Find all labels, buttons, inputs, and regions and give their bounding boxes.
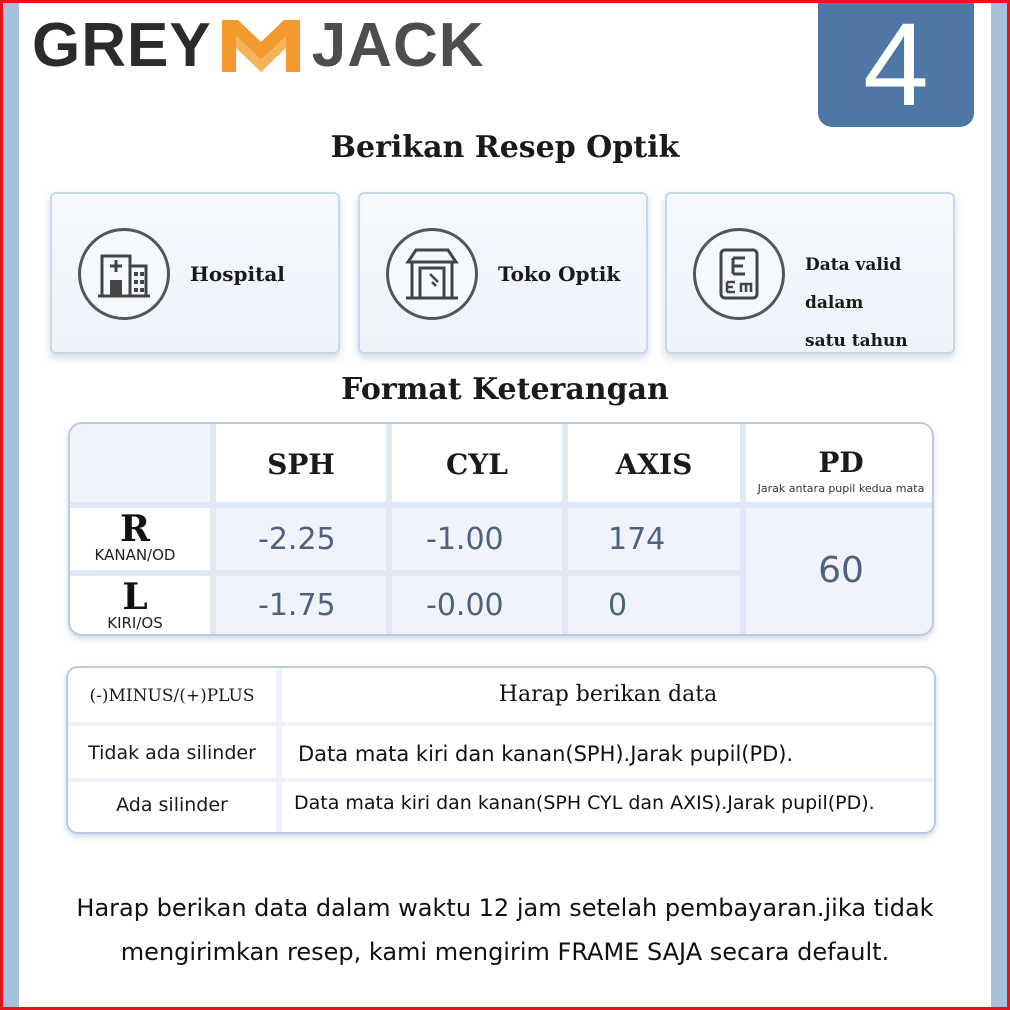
brand-right: JACK: [311, 11, 485, 80]
info-row2-left: Ada silinder: [116, 794, 228, 816]
info-header-right: Harap berikan data: [498, 682, 718, 707]
rx-header-cyl: CYL: [446, 448, 508, 481]
card-toko-optik: [358, 192, 648, 354]
rx-header-sph: SPH: [267, 448, 335, 481]
info-row1-left: Tidak ada silinder: [88, 742, 256, 764]
card-data-valid: [665, 192, 955, 354]
rx-left-sub: KIRI/OS: [107, 614, 163, 632]
rx-right-sub: KANAN/OD: [94, 546, 176, 564]
card-data-valid-line2: satu tahun: [805, 331, 908, 351]
rx-pd-note: Jarak antara pupil kedua mata: [757, 482, 925, 495]
rx-corner-cell: [70, 424, 210, 502]
footer-line2: mengirimkan resep, kami mengirim FRAME SAJA secara default.: [120, 938, 890, 966]
rx-left-letter: L: [122, 576, 148, 618]
info-header-left: (-)MINUS/(+)PLUS: [89, 686, 255, 706]
rx-right-cyl: -1.00: [426, 522, 504, 557]
section-title-format: Format Keterangan: [341, 372, 669, 407]
rx-left-sph: -1.75: [258, 588, 336, 623]
shop-icon: [386, 228, 478, 320]
card-toko-label: Toko Optik: [498, 262, 621, 286]
info-row2-right: Data mata kiri dan kanan(SPH CYL dan AXIS).Jarak pupil(PD).: [294, 792, 875, 814]
brand-logo: [32, 11, 485, 80]
rx-right-letter: R: [120, 508, 150, 550]
rx-right-sph: -2.25: [258, 522, 336, 557]
step-badge: 4: [818, 3, 974, 127]
rx-right-axis: 174: [608, 522, 666, 557]
rx-left-axis-cell: [568, 576, 740, 636]
rx-left-axis: 0: [608, 588, 628, 623]
card-hospital: [50, 192, 340, 354]
card-hospital-label: Hospital: [190, 262, 285, 286]
info-table: [66, 666, 936, 834]
info-row1-right: Data mata kiri dan kanan(SPH).Jarak pupil(PD).: [298, 742, 794, 766]
info-divider-2: [68, 778, 934, 782]
rx-left-cyl: -0.00: [426, 588, 504, 623]
section-title-resep: Berikan Resep Optik: [330, 130, 680, 165]
eye-chart-icon: [693, 228, 785, 320]
prescription-table: [68, 422, 934, 636]
rx-header-pd: PD: [818, 446, 864, 479]
card-data-valid-label: [805, 246, 953, 360]
hospital-icon: [78, 228, 170, 320]
footer-note: [20, 886, 990, 974]
footer-line1: Harap berikan data dalam waktu 12 jam setelah pembayaran.jika tidak: [76, 894, 934, 922]
brand-mark-icon: [220, 18, 302, 74]
rx-header-axis: AXIS: [615, 448, 693, 481]
card-data-valid-line1: Data valid dalam: [805, 255, 902, 313]
info-divider-1: [68, 722, 934, 726]
brand-left: GREY: [32, 11, 212, 80]
rx-pd-value: 60: [818, 550, 864, 591]
